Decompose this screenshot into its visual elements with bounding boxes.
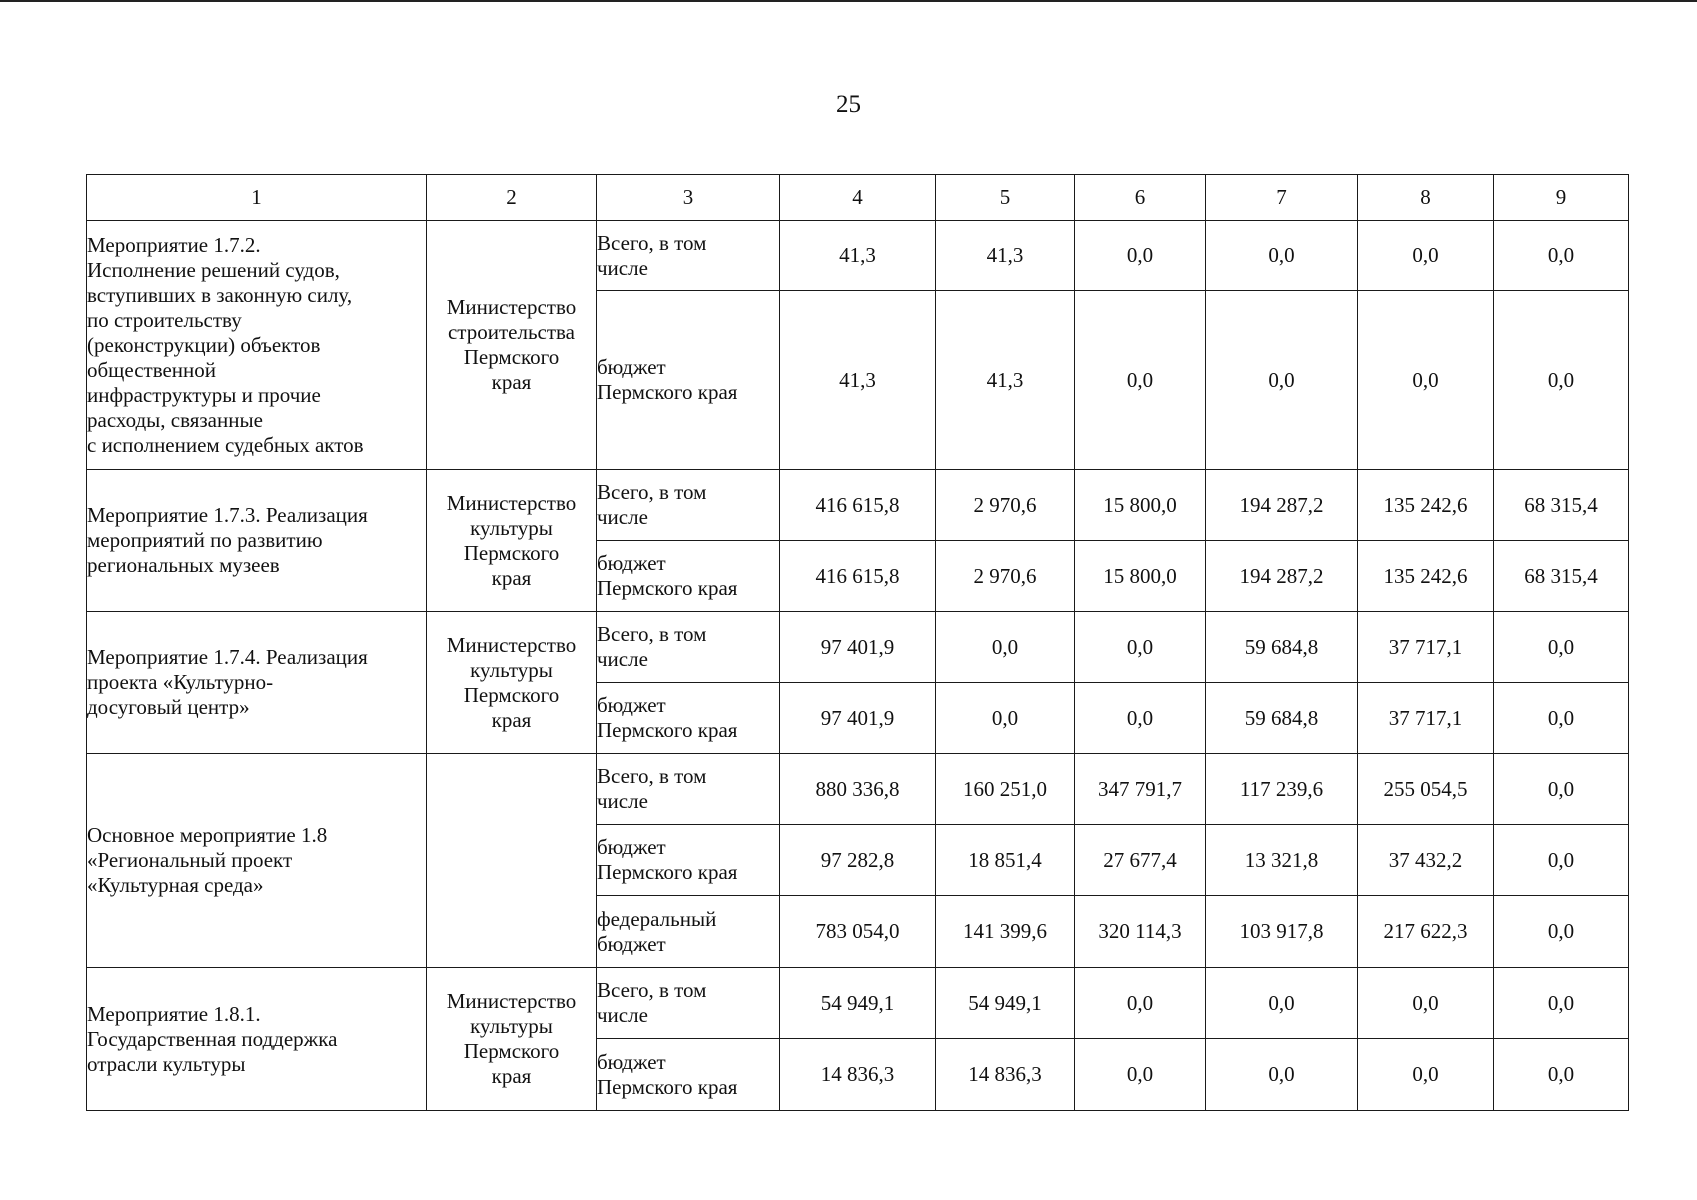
amount-cell-col-4: 41,3 bbox=[780, 221, 936, 291]
amount-cell-col-7: 59 684,8 bbox=[1206, 683, 1358, 754]
activity-title: Мероприятие 1.7.3. Реализация мероприятий по развитию региональных музеев bbox=[87, 470, 427, 612]
amount-cell-col-9: 0,0 bbox=[1494, 1039, 1629, 1111]
amount-cell-col-9: 0,0 bbox=[1494, 683, 1629, 754]
amount-cell-col-5: 2 970,6 bbox=[936, 541, 1075, 612]
amount-cell-col-4: 97 282,8 bbox=[780, 825, 936, 896]
amount-cell-col-7: 0,0 bbox=[1206, 1039, 1358, 1111]
amount-cell-col-9: 68 315,4 bbox=[1494, 541, 1629, 612]
funding-source: бюджет Пермского края bbox=[597, 541, 780, 612]
amount-cell-col-7: 194 287,2 bbox=[1206, 470, 1358, 541]
amount-cell-col-7: 0,0 bbox=[1206, 221, 1358, 291]
column-header-4: 4 bbox=[780, 175, 936, 221]
column-header-2: 2 bbox=[427, 175, 597, 221]
amount-cell-col-9: 0,0 bbox=[1494, 896, 1629, 968]
amount-cell-col-5: 18 851,4 bbox=[936, 825, 1075, 896]
funding-source: федеральный бюджет bbox=[597, 896, 780, 968]
amount-cell-col-9: 0,0 bbox=[1494, 968, 1629, 1039]
amount-cell-col-9: 0,0 bbox=[1494, 221, 1629, 291]
funding-source: Всего, в том числе bbox=[597, 470, 780, 541]
column-header-1: 1 bbox=[87, 175, 427, 221]
amount-cell-col-7: 0,0 bbox=[1206, 968, 1358, 1039]
amount-cell-col-8: 37 717,1 bbox=[1358, 612, 1494, 683]
executor-name: Министерство строительства Пермского края bbox=[427, 221, 597, 470]
amount-cell-col-8: 0,0 bbox=[1358, 221, 1494, 291]
amount-cell-col-9: 68 315,4 bbox=[1494, 470, 1629, 541]
amount-cell-col-9: 0,0 bbox=[1494, 825, 1629, 896]
executor-name bbox=[427, 754, 597, 968]
amount-cell-col-8: 0,0 bbox=[1358, 1039, 1494, 1111]
amount-cell-col-4: 97 401,9 bbox=[780, 612, 936, 683]
amount-cell-col-5: 2 970,6 bbox=[936, 470, 1075, 541]
amount-cell-col-8: 37 432,2 bbox=[1358, 825, 1494, 896]
table-body bbox=[87, 221, 1629, 1111]
table-row bbox=[87, 968, 1629, 1039]
amount-cell-col-5: 0,0 bbox=[936, 612, 1075, 683]
funding-source: бюджет Пермского края bbox=[597, 291, 780, 470]
budget-table bbox=[86, 174, 1629, 1111]
column-header-6: 6 bbox=[1075, 175, 1206, 221]
activity-title: Мероприятие 1.8.1. Государственная поддержка отрасли культуры bbox=[87, 968, 427, 1111]
amount-cell-col-4: 783 054,0 bbox=[780, 896, 936, 968]
table-row bbox=[87, 221, 1629, 291]
funding-source: Всего, в том числе bbox=[597, 968, 780, 1039]
amount-cell-col-9: 0,0 bbox=[1494, 612, 1629, 683]
amount-cell-col-7: 103 917,8 bbox=[1206, 896, 1358, 968]
amount-cell-col-8: 217 622,3 bbox=[1358, 896, 1494, 968]
amount-cell-col-4: 416 615,8 bbox=[780, 470, 936, 541]
funding-source: бюджет Пермского края bbox=[597, 1039, 780, 1111]
amount-cell-col-8: 135 242,6 bbox=[1358, 470, 1494, 541]
amount-cell-col-8: 255 054,5 bbox=[1358, 754, 1494, 825]
amount-cell-col-6: 0,0 bbox=[1075, 968, 1206, 1039]
column-header-5: 5 bbox=[936, 175, 1075, 221]
activity-title: Мероприятие 1.7.4. Реализация проекта «Культурно- досуговый центр» bbox=[87, 612, 427, 754]
amount-cell-col-7: 59 684,8 bbox=[1206, 612, 1358, 683]
amount-cell-col-8: 0,0 bbox=[1358, 291, 1494, 470]
amount-cell-col-5: 14 836,3 bbox=[936, 1039, 1075, 1111]
amount-cell-col-5: 0,0 bbox=[936, 683, 1075, 754]
scan-top-edge bbox=[0, 0, 1697, 2]
amount-cell-col-4: 880 336,8 bbox=[780, 754, 936, 825]
table-header bbox=[87, 175, 1629, 221]
column-header-3: 3 bbox=[597, 175, 780, 221]
amount-cell-col-6: 0,0 bbox=[1075, 612, 1206, 683]
amount-cell-col-4: 41,3 bbox=[780, 291, 936, 470]
amount-cell-col-6: 0,0 bbox=[1075, 1039, 1206, 1111]
header-row bbox=[87, 175, 1629, 221]
amount-cell-col-7: 117 239,6 bbox=[1206, 754, 1358, 825]
amount-cell-col-6: 27 677,4 bbox=[1075, 825, 1206, 896]
amount-cell-col-6: 320 114,3 bbox=[1075, 896, 1206, 968]
amount-cell-col-5: 160 251,0 bbox=[936, 754, 1075, 825]
funding-source: бюджет Пермского края bbox=[597, 683, 780, 754]
table-row bbox=[87, 612, 1629, 683]
amount-cell-col-6: 15 800,0 bbox=[1075, 541, 1206, 612]
amount-cell-col-8: 0,0 bbox=[1358, 968, 1494, 1039]
amount-cell-col-5: 141 399,6 bbox=[936, 896, 1075, 968]
table-row bbox=[87, 470, 1629, 541]
column-header-8: 8 bbox=[1358, 175, 1494, 221]
amount-cell-col-6: 0,0 bbox=[1075, 221, 1206, 291]
amount-cell-col-6: 15 800,0 bbox=[1075, 470, 1206, 541]
amount-cell-col-7: 13 321,8 bbox=[1206, 825, 1358, 896]
amount-cell-col-4: 416 615,8 bbox=[780, 541, 936, 612]
funding-source: Всего, в том числе bbox=[597, 754, 780, 825]
funding-source: бюджет Пермского края bbox=[597, 825, 780, 896]
amount-cell-col-5: 41,3 bbox=[936, 291, 1075, 470]
amount-cell-col-6: 347 791,7 bbox=[1075, 754, 1206, 825]
amount-cell-col-4: 54 949,1 bbox=[780, 968, 936, 1039]
amount-cell-col-7: 194 287,2 bbox=[1206, 541, 1358, 612]
amount-cell-col-4: 97 401,9 bbox=[780, 683, 936, 754]
amount-cell-col-8: 37 717,1 bbox=[1358, 683, 1494, 754]
executor-name: Министерство культуры Пермского края bbox=[427, 470, 597, 612]
amount-cell-col-5: 41,3 bbox=[936, 221, 1075, 291]
funding-source: Всего, в том числе bbox=[597, 612, 780, 683]
amount-cell-col-8: 135 242,6 bbox=[1358, 541, 1494, 612]
executor-name: Министерство культуры Пермского края bbox=[427, 968, 597, 1111]
column-header-7: 7 bbox=[1206, 175, 1358, 221]
amount-cell-col-9: 0,0 bbox=[1494, 754, 1629, 825]
activity-title: Мероприятие 1.7.2. Исполнение решений судов, вступивших в законную силу, по строительству (реконструкции) объектов общественной инфраструктуры и прочие расходы, связанные с исполнением судебных актов bbox=[87, 221, 427, 470]
table-row bbox=[87, 754, 1629, 825]
amount-cell-col-6: 0,0 bbox=[1075, 683, 1206, 754]
column-header-9: 9 bbox=[1494, 175, 1629, 221]
executor-name: Министерство культуры Пермского края bbox=[427, 612, 597, 754]
activity-title: Основное мероприятие 1.8 «Региональный проект «Культурная среда» bbox=[87, 754, 427, 968]
amount-cell-col-7: 0,0 bbox=[1206, 291, 1358, 470]
amount-cell-col-4: 14 836,3 bbox=[780, 1039, 936, 1111]
amount-cell-col-5: 54 949,1 bbox=[936, 968, 1075, 1039]
funding-source: Всего, в том числе bbox=[597, 221, 780, 291]
amount-cell-col-6: 0,0 bbox=[1075, 291, 1206, 470]
amount-cell-col-9: 0,0 bbox=[1494, 291, 1629, 470]
page-number: 25 bbox=[836, 91, 861, 118]
